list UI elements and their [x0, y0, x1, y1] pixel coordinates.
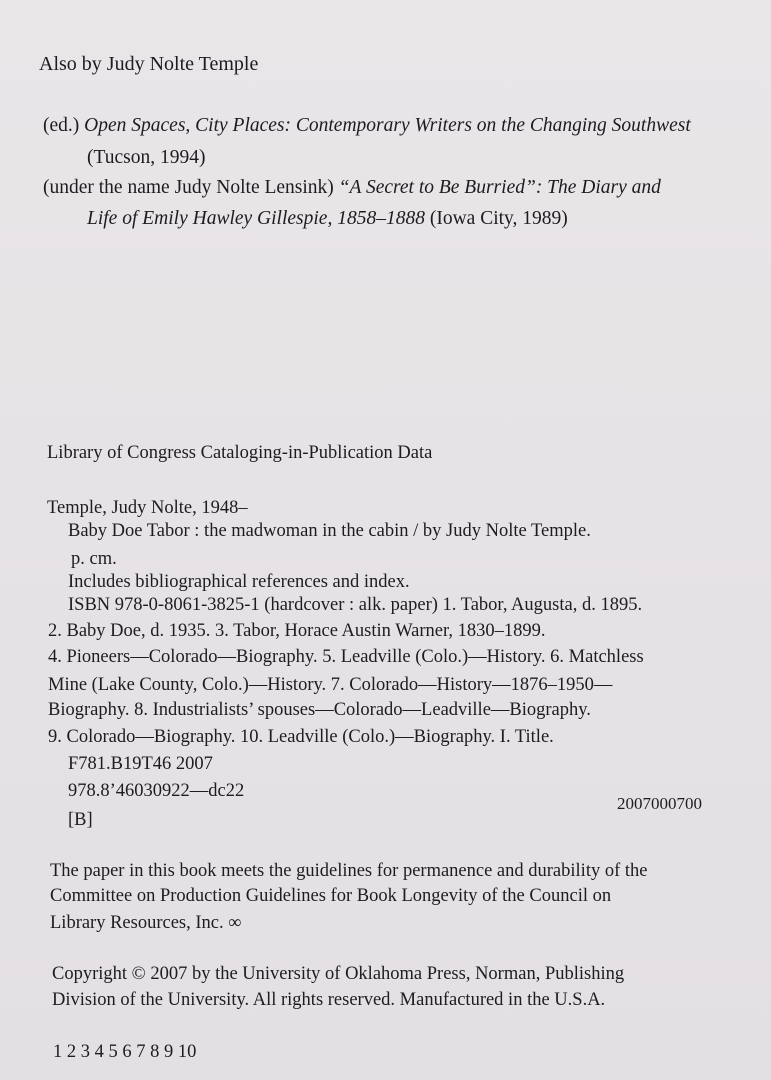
paper-notice-line: The paper in this book meets the guidelines for permanence and durability of the	[50, 861, 648, 881]
cip-line: [B]	[68, 810, 93, 830]
cip-heading: Library of Congress Cataloging-in-Publication Data	[47, 443, 433, 463]
also-by-heading: Also by Judy Nolte Temple	[39, 53, 259, 75]
cip-line: Temple, Judy Nolte, 1948–	[47, 498, 248, 518]
cip-line: p. cm.	[71, 549, 117, 569]
cip-line: Baby Doe Tabor : the madwoman in the cabin / by Judy Nolte Temple.	[68, 521, 591, 541]
cip-line: F781.B19T46 2007	[68, 754, 213, 774]
entry-2-place: (Iowa City, 1989)	[424, 208, 568, 229]
copyright-line: Division of the University. All rights reserved. Manufactured in the U.S.A.	[52, 990, 606, 1010]
cip-line: 9. Colorado—Biography. 10. Leadville (Colo.)—Biography. I. Title.	[48, 727, 554, 747]
cip-line: Includes bibliographical references and index.	[68, 572, 410, 592]
cip-line: 2. Baby Doe, d. 1935. 3. Tabor, Horace Austin Warner, 1830–1899.	[48, 621, 546, 641]
also-by-entry-2-line2	[87, 209, 568, 229]
cip-line: Mine (Lake County, Colo.)—History. 7. Colorado—History—1876–1950—	[48, 675, 613, 695]
also-by-entry-1-place: (Tucson, 1994)	[87, 147, 206, 168]
cip-line: ISBN 978-0-8061-3825-1 (hardcover : alk. paper) 1. Tabor, Augusta, d. 1895.	[68, 595, 643, 615]
copyright-line: Copyright © 2007 by the University of Oklahoma Press, Norman, Publishing	[52, 964, 625, 984]
printing-number-line: 1 2 3 4 5 6 7 8 9 10	[53, 1042, 197, 1062]
paper-notice-line: Library Resources, Inc. ∞	[50, 913, 242, 933]
paper-notice-line: Committee on Production Guidelines for Book Longevity of the Council on	[50, 886, 612, 906]
cip-line: 4. Pioneers—Colorado—Biography. 5. Leadville (Colo.)—History. 6. Matchless	[48, 647, 644, 667]
entry-2-prefix: (under the name Judy Nolte Lensink)	[43, 177, 339, 198]
entry-1-title: Open Spaces, City Places: Contemporary Writers on the Changing Southwest	[84, 115, 691, 136]
entry-2-title-line2: Life of Emily Hawley Gillespie, 1858–1888	[87, 208, 425, 229]
cip-line: Biography. 8. Industrialists’ spouses—Colorado—Leadville—Biography.	[48, 700, 591, 720]
entry-1-prefix: (ed.)	[43, 115, 85, 136]
also-by-entry-2	[43, 178, 661, 198]
entry-2-title-line1: “A Secret to Be Burried”: The Diary and	[338, 177, 661, 198]
cip-line: 978.8’46030922—dc22	[68, 781, 245, 801]
also-by-entry-1	[43, 116, 691, 136]
cip-record-number: 2007000700	[617, 794, 702, 813]
